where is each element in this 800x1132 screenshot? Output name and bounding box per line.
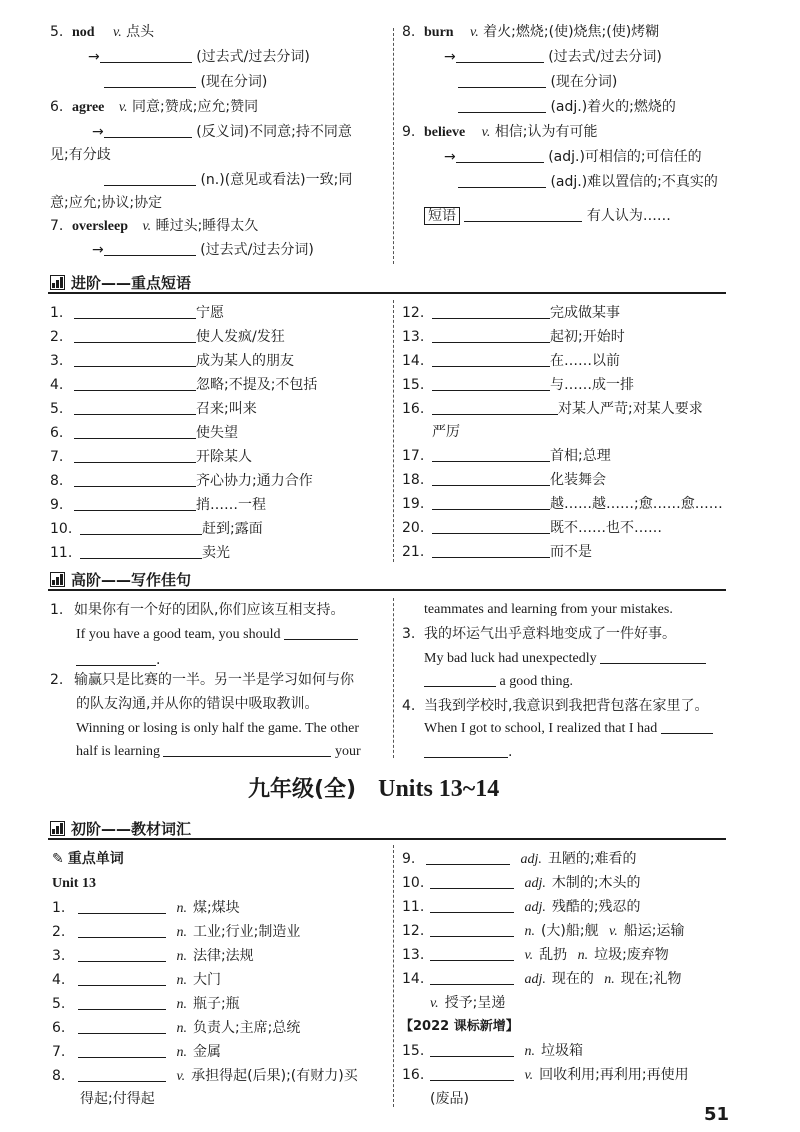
vocab-subentry: (adj.)难以置信的;不真实的 <box>458 172 718 192</box>
pencil-icon: ✎ <box>52 851 64 867</box>
answer-blank[interactable] <box>430 971 514 985</box>
answer-blank[interactable] <box>432 448 550 462</box>
phrase-item: 2. 使人发疯/发狂 <box>50 329 285 345</box>
vocab-item: 3. n. 法律;法规 <box>52 948 254 964</box>
vocab-item: 10. adj. 木制的;木头的 <box>402 875 641 891</box>
answer-blank[interactable] <box>74 305 196 319</box>
section-rule <box>48 838 726 840</box>
answer-blank[interactable] <box>78 948 166 962</box>
answer-blank[interactable] <box>432 353 550 367</box>
writing-answer-line: If you have a good team, you should <box>76 625 358 645</box>
vocab-entry: 5. nod v. 点头 <box>50 24 155 40</box>
phrase-item: 14. 在……以前 <box>402 353 620 369</box>
section-title-vocab: 初阶——教材词汇 <box>50 819 191 839</box>
answer-blank[interactable] <box>430 1043 514 1057</box>
answer-blank[interactable] <box>456 49 544 63</box>
answer-blank[interactable] <box>430 923 514 937</box>
vocab-subentry: → (过去式/过去分词) <box>444 49 662 65</box>
arrow-icon: → <box>92 124 104 140</box>
answer-blank[interactable] <box>74 329 196 343</box>
answer-blank[interactable] <box>74 377 196 391</box>
writing-question: 3. 我的坏运气出乎意料地变成了一件好事。 <box>402 626 676 642</box>
writing-question: 2. 输赢只是比赛的一半。另一半是学习如何与你 <box>50 672 354 688</box>
answer-blank[interactable] <box>74 401 196 415</box>
bar-chart-icon <box>50 572 65 587</box>
answer-blank[interactable] <box>74 449 196 463</box>
answer-blank[interactable] <box>432 496 550 510</box>
phrase-item: 6. 使失望 <box>50 425 238 441</box>
answer-blank[interactable] <box>78 900 166 914</box>
phrase-item: 7. 开除某人 <box>50 449 252 465</box>
key-words-heading: ✎ 重点单词 <box>52 851 124 867</box>
answer-blank[interactable] <box>104 172 196 186</box>
answer-blank[interactable] <box>464 208 582 222</box>
answer-blank[interactable] <box>78 972 166 986</box>
arrow-icon: → <box>444 149 456 165</box>
answer-blank[interactable] <box>74 473 196 487</box>
answer-blank[interactable] <box>284 626 358 640</box>
answer-blank[interactable] <box>600 650 706 664</box>
column-divider <box>393 300 394 562</box>
vocab-item: 4. n. 大门 <box>52 972 221 988</box>
answer-blank[interactable] <box>424 744 508 758</box>
answer-blank[interactable] <box>432 472 550 486</box>
phrase-item: 12. 完成做某事 <box>402 305 620 321</box>
answer-blank[interactable] <box>432 520 550 534</box>
vocab-continuation: (废品) <box>430 1091 469 1107</box>
vocab-item: 12. n. (大)船;舰 v. 船运;运输 <box>402 923 685 939</box>
writing-question: 4. 当我到学校时,我意识到我把背包落在家里了。 <box>402 698 709 714</box>
arrow-icon: → <box>92 242 104 258</box>
answer-blank[interactable] <box>74 353 196 367</box>
vocab-item: 5. n. 瓶子;瓶 <box>52 996 240 1012</box>
vocab-item: 2. n. 工业;行业;制造业 <box>52 924 301 940</box>
vocab-subentry: → (adj.)可相信的;可信任的 <box>444 149 702 165</box>
answer-blank[interactable] <box>104 74 196 88</box>
answer-blank[interactable] <box>432 329 550 343</box>
vocab-subentry: (adj.)着火的;燃烧的 <box>458 97 676 117</box>
phrase-item: 20. 既不……也不…… <box>402 520 662 536</box>
writing-answer-line: a good thing. <box>424 672 573 692</box>
answer-blank[interactable] <box>456 149 544 163</box>
answer-blank[interactable] <box>78 1068 166 1082</box>
phrase-label: 短语 <box>424 207 460 225</box>
vocab-continuation: 意;应允;协议;协定 <box>50 195 163 211</box>
vocab-item: 7. n. 金属 <box>52 1044 221 1060</box>
vocab-subentry: (现在分词) <box>458 72 617 92</box>
answer-blank[interactable] <box>458 174 546 188</box>
column-divider <box>393 28 394 264</box>
writing-answer-line: . <box>76 650 160 670</box>
phrase-item: 8. 齐心协力;通力合作 <box>50 473 313 489</box>
answer-blank[interactable] <box>430 947 514 961</box>
answer-blank[interactable] <box>80 545 202 559</box>
answer-blank[interactable] <box>430 875 514 889</box>
page-number: 51 <box>704 1104 730 1125</box>
vocab-subentry: → (过去式/过去分词) <box>92 242 314 258</box>
section-rule <box>48 292 726 294</box>
vocab-item: 9. adj. 丑陋的;难看的 <box>402 851 637 867</box>
vocab-item: 15. n. 垃圾箱 <box>402 1043 583 1059</box>
phrase-item: 13. 起初;开始时 <box>402 329 625 345</box>
new-curriculum-label: 【2022 课标新增】 <box>400 1019 519 1034</box>
phrase-item: 5. 召来;叫来 <box>50 401 257 417</box>
answer-blank[interactable] <box>104 124 192 138</box>
answer-blank[interactable] <box>80 521 202 535</box>
vocab-item: 1. n. 煤;煤块 <box>52 900 240 916</box>
vocab-continuation: v. 授予;呈递 <box>430 995 506 1011</box>
arrow-icon: → <box>88 49 100 65</box>
phrase-entry: 短语 有人认为…… <box>424 206 671 226</box>
answer-blank[interactable] <box>430 899 514 913</box>
writing-answer-line: Winning or losing is only half the game. The other <box>76 721 360 736</box>
phrase-item: 1. 宁愿 <box>50 305 224 321</box>
phrase-item: 11. 卖光 <box>50 545 230 561</box>
section-title-phrases: 进阶——重点短语 <box>50 273 191 293</box>
answer-blank[interactable] <box>458 74 546 88</box>
phrase-item: 17. 首相;总理 <box>402 448 611 464</box>
answer-blank[interactable] <box>424 673 496 687</box>
phrase-item: 4. 忽略;不提及;不包括 <box>50 377 318 393</box>
phrase-item: 19. 越……越……;愈……愈…… <box>402 496 723 512</box>
column-divider <box>393 598 394 758</box>
answer-blank[interactable] <box>432 401 558 415</box>
writing-question-cont: 的队友沟通,并从你的错误中吸取教训。 <box>76 696 319 712</box>
bar-chart-icon <box>50 275 65 290</box>
section-title-writing: 高阶——写作佳句 <box>50 570 191 590</box>
writing-question: 1. 如果你有一个好的团队,你们应该互相支持。 <box>50 602 345 618</box>
phrase-item: 10. 赶到;露面 <box>50 521 263 537</box>
writing-answer-line: . <box>424 742 512 762</box>
vocab-item: 11. adj. 残酷的;残忍的 <box>402 899 641 915</box>
arrow-icon: → <box>444 49 456 65</box>
writing-answer-line: teammates and learning from your mistakes. <box>424 602 673 617</box>
answer-blank[interactable] <box>78 996 166 1010</box>
vocab-continuation: 见;有分歧 <box>50 147 111 163</box>
answer-blank[interactable] <box>78 924 166 938</box>
unit-label: Unit 13 <box>52 876 96 891</box>
vocab-subentry: → (过去式/过去分词) <box>88 49 310 65</box>
vocab-entry: 9. believe v. 相信;认为有可能 <box>402 124 598 140</box>
answer-blank[interactable] <box>104 242 196 256</box>
phrase-item: 9. 捎……一程 <box>50 497 266 513</box>
answer-blank[interactable] <box>78 1044 166 1058</box>
vocab-entry: 7. oversleep v. 睡过头;睡得太久 <box>50 218 259 234</box>
answer-blank[interactable] <box>432 377 550 391</box>
answer-blank[interactable] <box>661 720 713 734</box>
answer-blank[interactable] <box>432 305 550 319</box>
writing-answer-line: My bad luck had unexpectedly <box>424 649 706 669</box>
phrase-continuation: 严厉 <box>432 424 460 440</box>
section-rule <box>48 589 726 591</box>
answer-blank[interactable] <box>74 425 196 439</box>
answer-blank[interactable] <box>76 652 156 666</box>
phrase-item: 18. 化装舞会 <box>402 472 606 488</box>
grade-title: 九年级(全) Units 13~14 <box>248 776 500 802</box>
phrase-item: 21. 而不是 <box>402 544 592 560</box>
writing-answer-line: When I got to school, I realized that I had <box>424 719 713 739</box>
vocab-subentry: → (反义词)不同意;持不同意 <box>92 124 352 140</box>
vocab-item: 6. n. 负责人;主席;总统 <box>52 1020 301 1036</box>
vocab-item: 16. v. 回收利用;再利用;再使用 <box>402 1067 689 1083</box>
answer-blank[interactable] <box>100 49 192 63</box>
vocab-item: 14. adj. 现在的 n. 现在;礼物 <box>402 971 682 987</box>
answer-blank[interactable] <box>163 743 331 757</box>
vocab-continuation: 得起;付得起 <box>80 1091 155 1107</box>
phrase-item: 3. 成为某人的朋友 <box>50 353 294 369</box>
vocab-item: 8. v. 承担得起(后果);(有财力)买 <box>52 1068 358 1084</box>
phrase-item: 16. 对某人严苛;对某人要求 <box>402 401 703 417</box>
answer-blank[interactable] <box>74 497 196 511</box>
vocab-subentry: (现在分词) <box>104 72 267 92</box>
answer-blank[interactable] <box>426 851 510 865</box>
writing-answer-line: half is learning your <box>76 744 361 759</box>
bar-chart-icon <box>50 821 65 836</box>
vocab-subentry: (n.)(意见或看法)一致;同 <box>104 170 352 190</box>
phrase-item: 15. 与……成一排 <box>402 377 634 393</box>
column-divider <box>393 845 394 1107</box>
answer-blank[interactable] <box>430 1067 514 1081</box>
answer-blank[interactable] <box>432 544 550 558</box>
answer-blank[interactable] <box>458 99 546 113</box>
vocab-entry: 8. burn v. 着火;燃烧;(使)烧焦;(使)烤糊 <box>402 24 660 40</box>
vocab-entry: 6. agree v. 同意;赞成;应允;赞同 <box>50 99 259 115</box>
answer-blank[interactable] <box>78 1020 166 1034</box>
vocab-item: 13. v. 乱扔 n. 垃圾;废弃物 <box>402 947 669 963</box>
